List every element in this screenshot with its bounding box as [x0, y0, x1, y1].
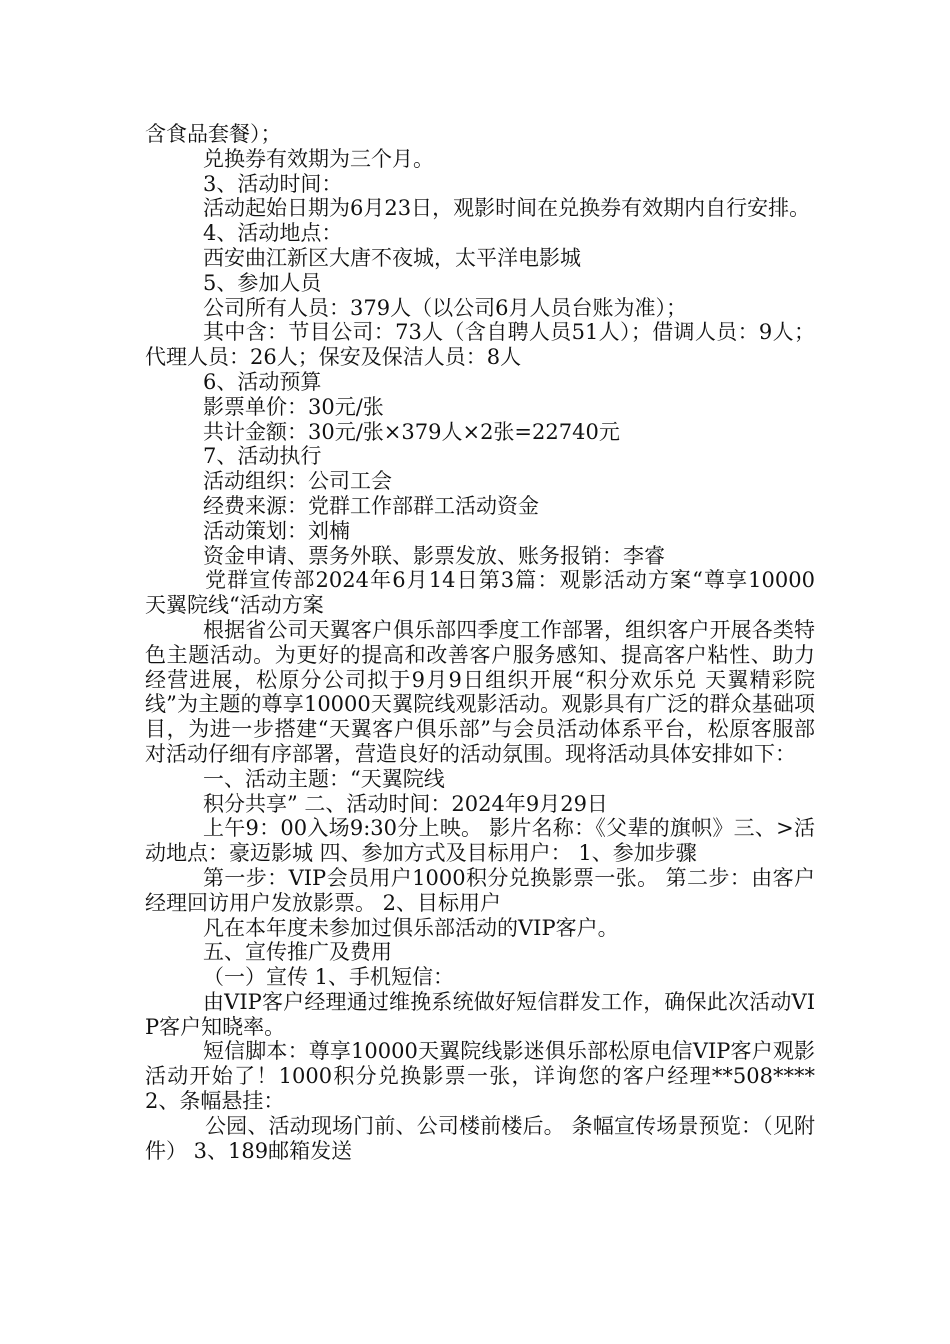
- paragraph: （一）宣传 1、手机短信：: [203, 965, 455, 990]
- paragraph: 4、活动地点：: [203, 221, 343, 246]
- paragraph: 影票单价：30元/张: [203, 394, 384, 419]
- paragraph: 上午9：00入场9:30分上映。 影片名称：《父辈的旗帜》三、>活动地点：豪迈影城 四、参加方式及目标用户： 1、参加步骤: [145, 816, 815, 866]
- paragraph: 短信脚本：尊享10000天翼院线影迷俱乐部松原电信VIP客户观影活动开始了！1000积分兑换影票一张，详询您的客户经理**508**** 2、条幅悬挂：: [145, 1039, 815, 1114]
- paragraph: 五、宣传推广及费用: [203, 940, 392, 965]
- paragraph: 其中含：节目公司：73人（含自聘人员51人）；借调人员：9人；代理人员：26人；保安及保洁人员：8人: [145, 320, 815, 370]
- paragraph: 凡在本年度未参加过俱乐部活动的VIP客户。: [203, 915, 619, 940]
- paragraph: 共计金额：30元/张×379人×2张=22740元: [203, 419, 620, 444]
- paragraph: 活动策划：刘楠: [203, 518, 350, 543]
- paragraph: 党群宣传部2024年6月14日第3篇：观影活动方案“尊享10000 天翼院线“活动方案: [145, 568, 815, 618]
- paragraph: 活动起始日期为6月23日，观影时间在兑换券有效期内自行安排。: [203, 196, 811, 221]
- paragraph: 含食品套餐）；: [145, 122, 282, 146]
- paragraph: 6、活动预算: [203, 369, 322, 394]
- paragraph: 资金申请、票务外联、影票发放、账务报销：李睿: [203, 543, 665, 568]
- paragraph: 活动组织：公司工会: [203, 469, 392, 494]
- paragraph: 公司所有人员：379人（以公司6月人员台账为准）；: [203, 295, 687, 320]
- paragraph: 3、活动时间：: [203, 171, 343, 196]
- paragraph: 西安曲江新区大唐不夜城，太平洋电影城: [203, 245, 581, 270]
- paragraph: 经费来源：党群工作部群工活动资金: [203, 493, 539, 518]
- paragraph: 由VIP客户经理通过维挽系统做好短信群发工作，确保此次活动VIP客户知晓率。: [145, 989, 815, 1039]
- paragraph: 兑换券有效期为三个月。: [203, 146, 434, 171]
- paragraph: 一、活动主题：“天翼院线: [203, 766, 445, 791]
- document-body: [145, 122, 815, 1163]
- paragraph: 7、活动执行: [203, 444, 322, 469]
- paragraph: 积分共享” 二、活动时间：2024年9月29日: [203, 791, 608, 816]
- paragraph: 5、参加人员: [203, 270, 322, 295]
- paragraph: 第一步：VIP会员用户1000积分兑换影票一张。 第二步：由客户经理回访用户发放影票。 2、目标用户: [145, 865, 815, 915]
- paragraph: 公园、活动现场门前、公司楼前楼后。 条幅宣传场景预览：（见附件） 3、189邮箱发送: [145, 1113, 815, 1163]
- paragraph: 根据省公司天翼客户俱乐部四季度工作部署，组织客户开展各类特色主题活动。为更好的提高和改善客户服务感知、提高客户粘性、助力经营进展，松原分公司拟于9月9日组织开展“积分欢乐兑 天翼精彩院线”为主题的尊享10000天翼院线观影活动。观影具有广泛的群众基础项目，为进一步搭建“天翼客户俱乐部”与会员活动体系平台，松原客服部对活动仔细有序部署，营造良好的活动氛围。现将活动具体安排如下：: [145, 617, 815, 766]
